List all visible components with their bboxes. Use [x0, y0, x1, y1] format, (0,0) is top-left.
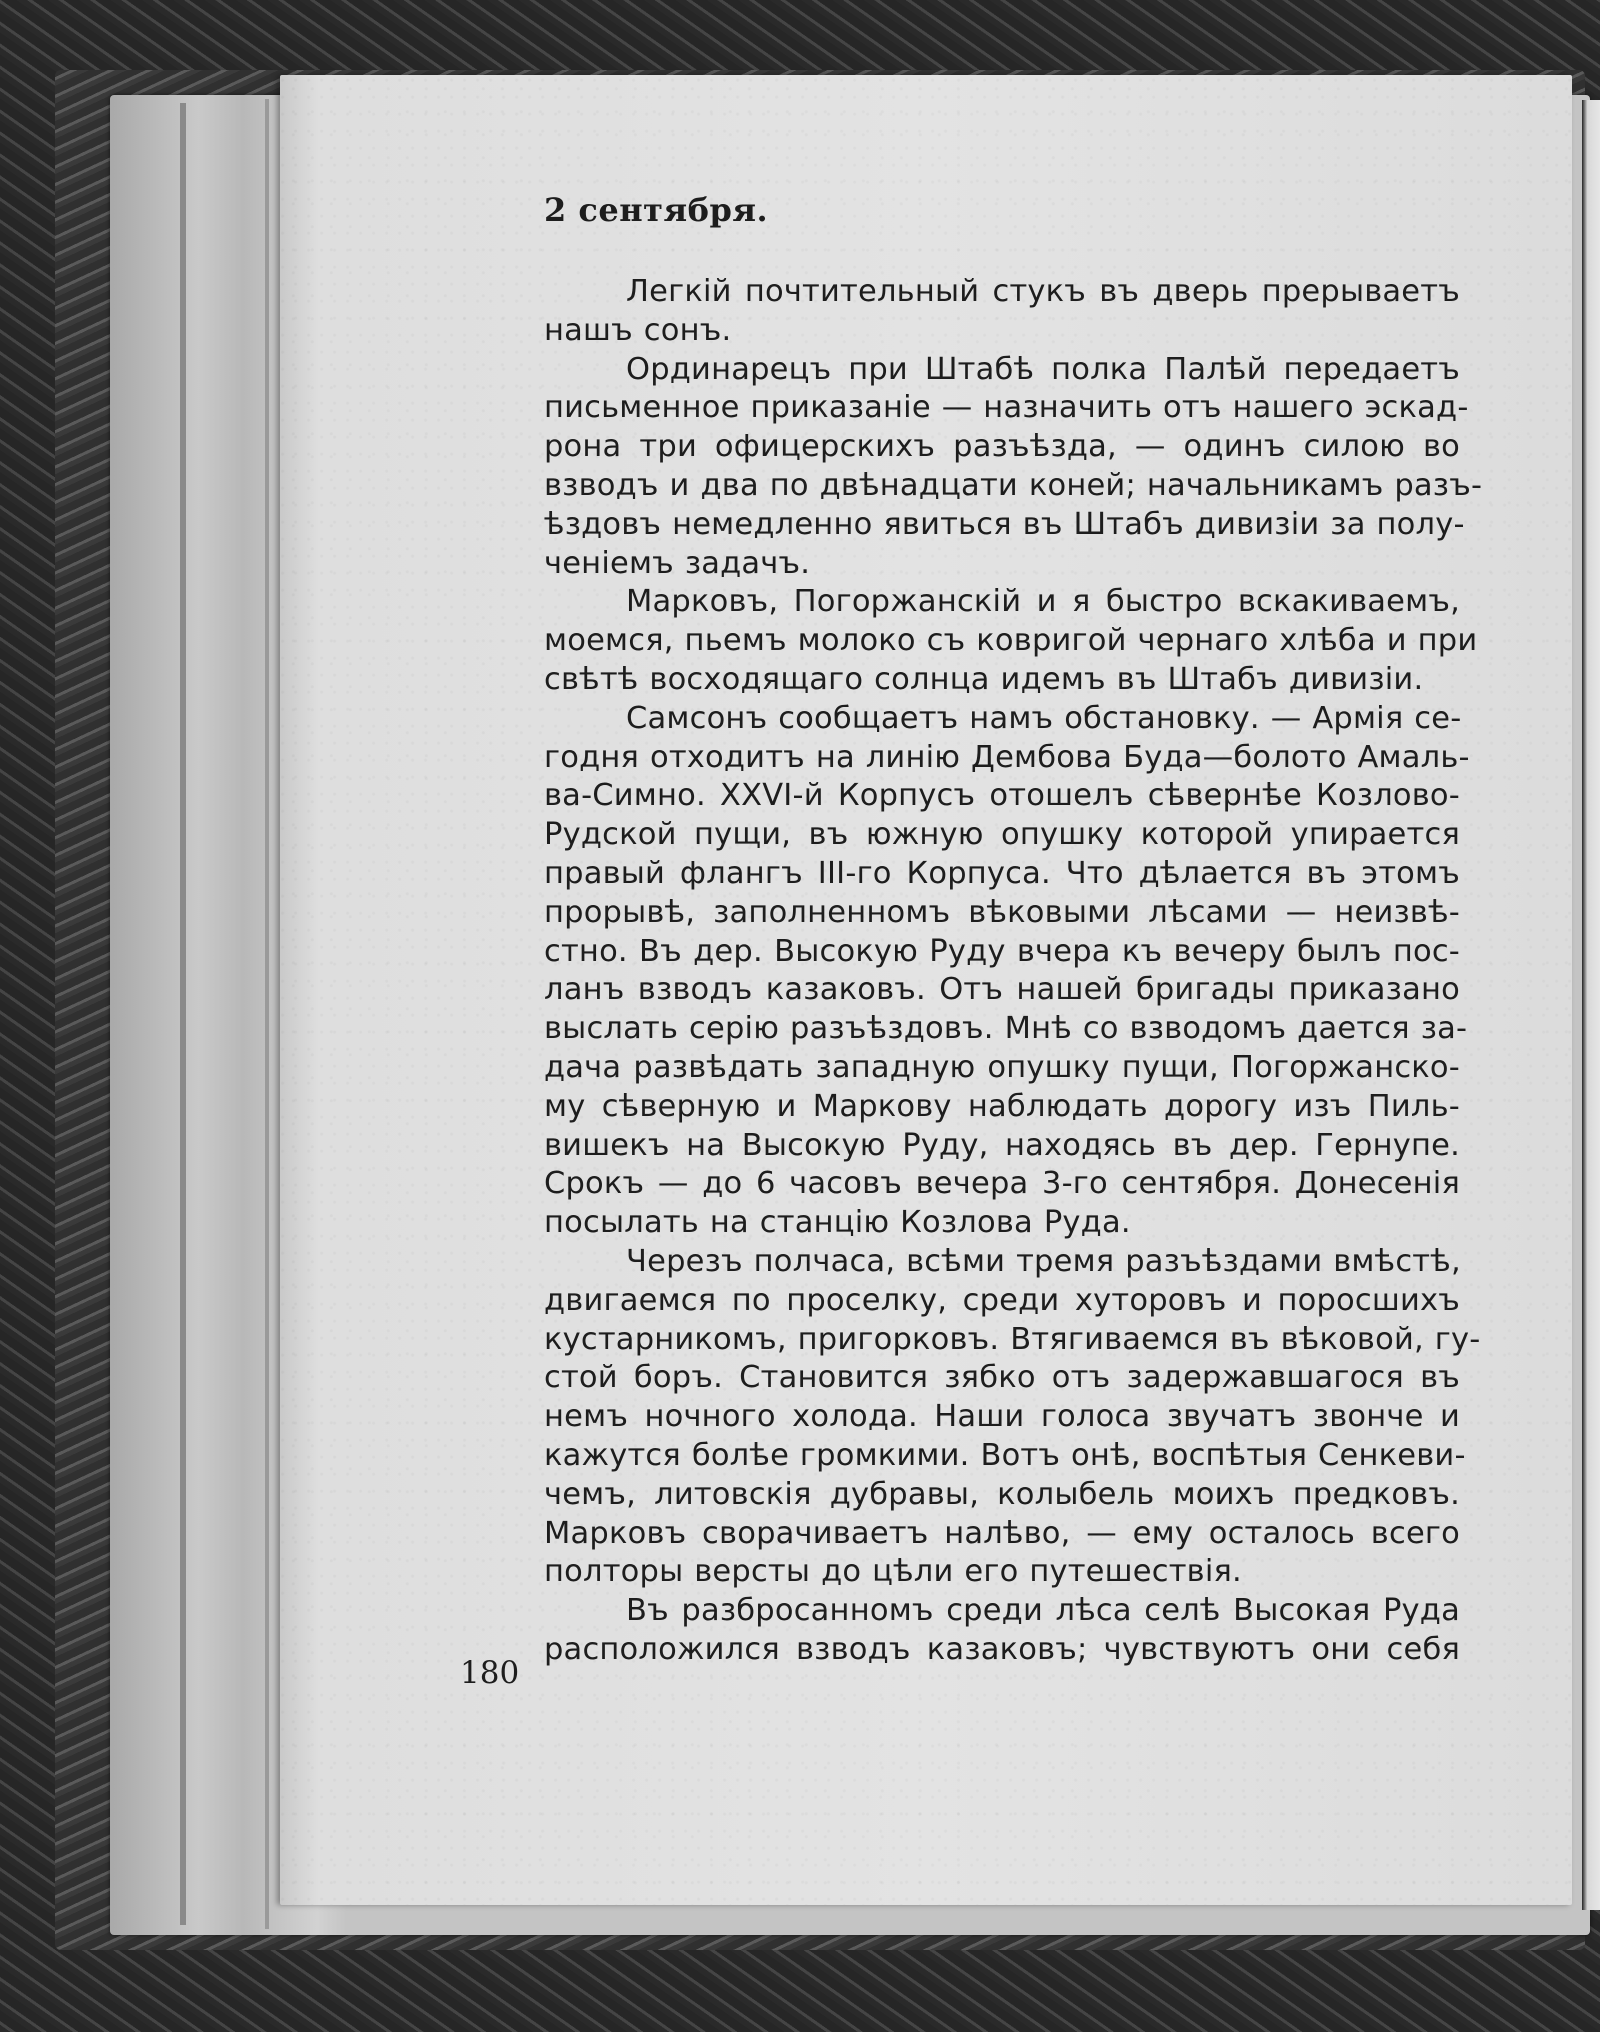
paragraph [462, 273, 1460, 351]
text-line: выслать серію разъѣздовъ. Мнѣ со взводомъ дается за- [544, 1011, 1468, 1047]
text-line: свѣтѣ восходящаго солнца идемъ въ Штабъ дивизіи. [544, 661, 1424, 697]
text-line: Въ разбросанномъ среди лѣса селѣ Высокая Руда [626, 1593, 1460, 1629]
text-line: ченіемъ задачъ. [544, 545, 811, 581]
page-number: 180 [460, 1655, 520, 1691]
text-line: моемся, пьемъ молоко съ ковригой чернаго хлѣба и при [544, 623, 1478, 659]
facing-page-edge [1582, 100, 1600, 1910]
text-line: му сѣверную и Маркову наблюдать дорогу изъ Пиль- [544, 1088, 1460, 1124]
text-line: Рудской пущи, въ южную опушку которой упирается [544, 817, 1460, 853]
text-line: годня отходитъ на линію Дембова Буда—болото Амаль- [544, 739, 1470, 775]
text-line: стой боръ. Становится зябко отъ задержавшагося въ [544, 1360, 1460, 1396]
page-heading: 2 сентября. [544, 191, 769, 229]
text-line: ѣздовъ немедленно явиться въ Штабъ дивизіи за полу- [544, 506, 1465, 542]
text-line: нашъ сонъ. [544, 312, 732, 348]
text-line: правый флангъ III-го Корпуса. Что дѣлается въ этомъ [544, 855, 1460, 891]
paragraph [462, 583, 1478, 699]
text-line: Самсонъ сообщаетъ намъ обстановку. — Армія се- [626, 700, 1462, 736]
text-line: ланъ взводъ казаковъ. Отъ нашей бригады приказано [544, 972, 1460, 1008]
text-line: Марковъ сворачиваетъ налѣво, — ему осталось всего [544, 1515, 1460, 1551]
text-line: кажутся болѣе громкими. Вотъ онѣ, воспѣтыя Сенкеви- [544, 1437, 1466, 1473]
page-text [462, 191, 1483, 1670]
text-line: Ординарецъ при Штабѣ полка Палѣй передаетъ [626, 351, 1460, 387]
text-line: письменное приказаніе — назначить отъ нашего эскад- [544, 390, 1469, 426]
text-line: Черезъ полчаса, всѣми тремя разъѣздами вмѣстѣ, [626, 1243, 1461, 1279]
paragraph [462, 1592, 1460, 1670]
paragraph [462, 351, 1483, 584]
paragraph [462, 1243, 1481, 1592]
text-line: прорывѣ, заполненномъ вѣковыми лѣсами — неизвѣ- [544, 894, 1460, 930]
book-page [280, 75, 1572, 1905]
text-line: Срокъ — до 6 часовъ вечера 3-го сентября. Донесенія [544, 1166, 1460, 1202]
text-line: ва-Симно. XXVI-й Корпусъ отошелъ сѣвернѣе Козлово- [544, 778, 1460, 814]
text-line: Легкій почтительный стукъ въ дверь прерываетъ [626, 274, 1460, 309]
text-line: расположился взводъ казаковъ; чувствуютъ они себя [544, 1631, 1460, 1667]
text-line: стно. Въ дер. Высокую Руду вчера къ вечеру былъ пос- [544, 933, 1460, 969]
text-line: взводъ и два по двѣнадцати коней; начальникамъ разъ- [544, 467, 1483, 503]
text-line: чемъ, литовскія дубравы, колыбель моихъ предковъ. [544, 1476, 1460, 1512]
text-line: двигаемся по проселку, среди хуторовъ и поросшихъ [544, 1282, 1460, 1318]
text-line: дача развѣдать западную опушку пущи, Погоржанско- [544, 1049, 1460, 1085]
text-line: полторы версты до цѣли его путешествія. [544, 1554, 1242, 1590]
text-line: рона три офицерскихъ разъѣзда, — одинъ силою во [544, 429, 1460, 465]
text-line: немъ ночного холода. Наши голоса звучатъ звонче и [544, 1399, 1460, 1435]
paragraphs [462, 273, 1483, 1670]
text-line: кустарникомъ, пригорковъ. Втягиваемся въ вѣковой, гу- [544, 1321, 1481, 1357]
text-line: вишекъ на Высокую Руду, находясь въ дер. Гернупе. [544, 1127, 1460, 1163]
text-line: посылать на станцію Козлова Руда. [544, 1205, 1131, 1241]
text-line: Марковъ, Погоржанскій и я быстро вскакиваемъ, [626, 584, 1460, 620]
paragraph [462, 700, 1470, 1243]
